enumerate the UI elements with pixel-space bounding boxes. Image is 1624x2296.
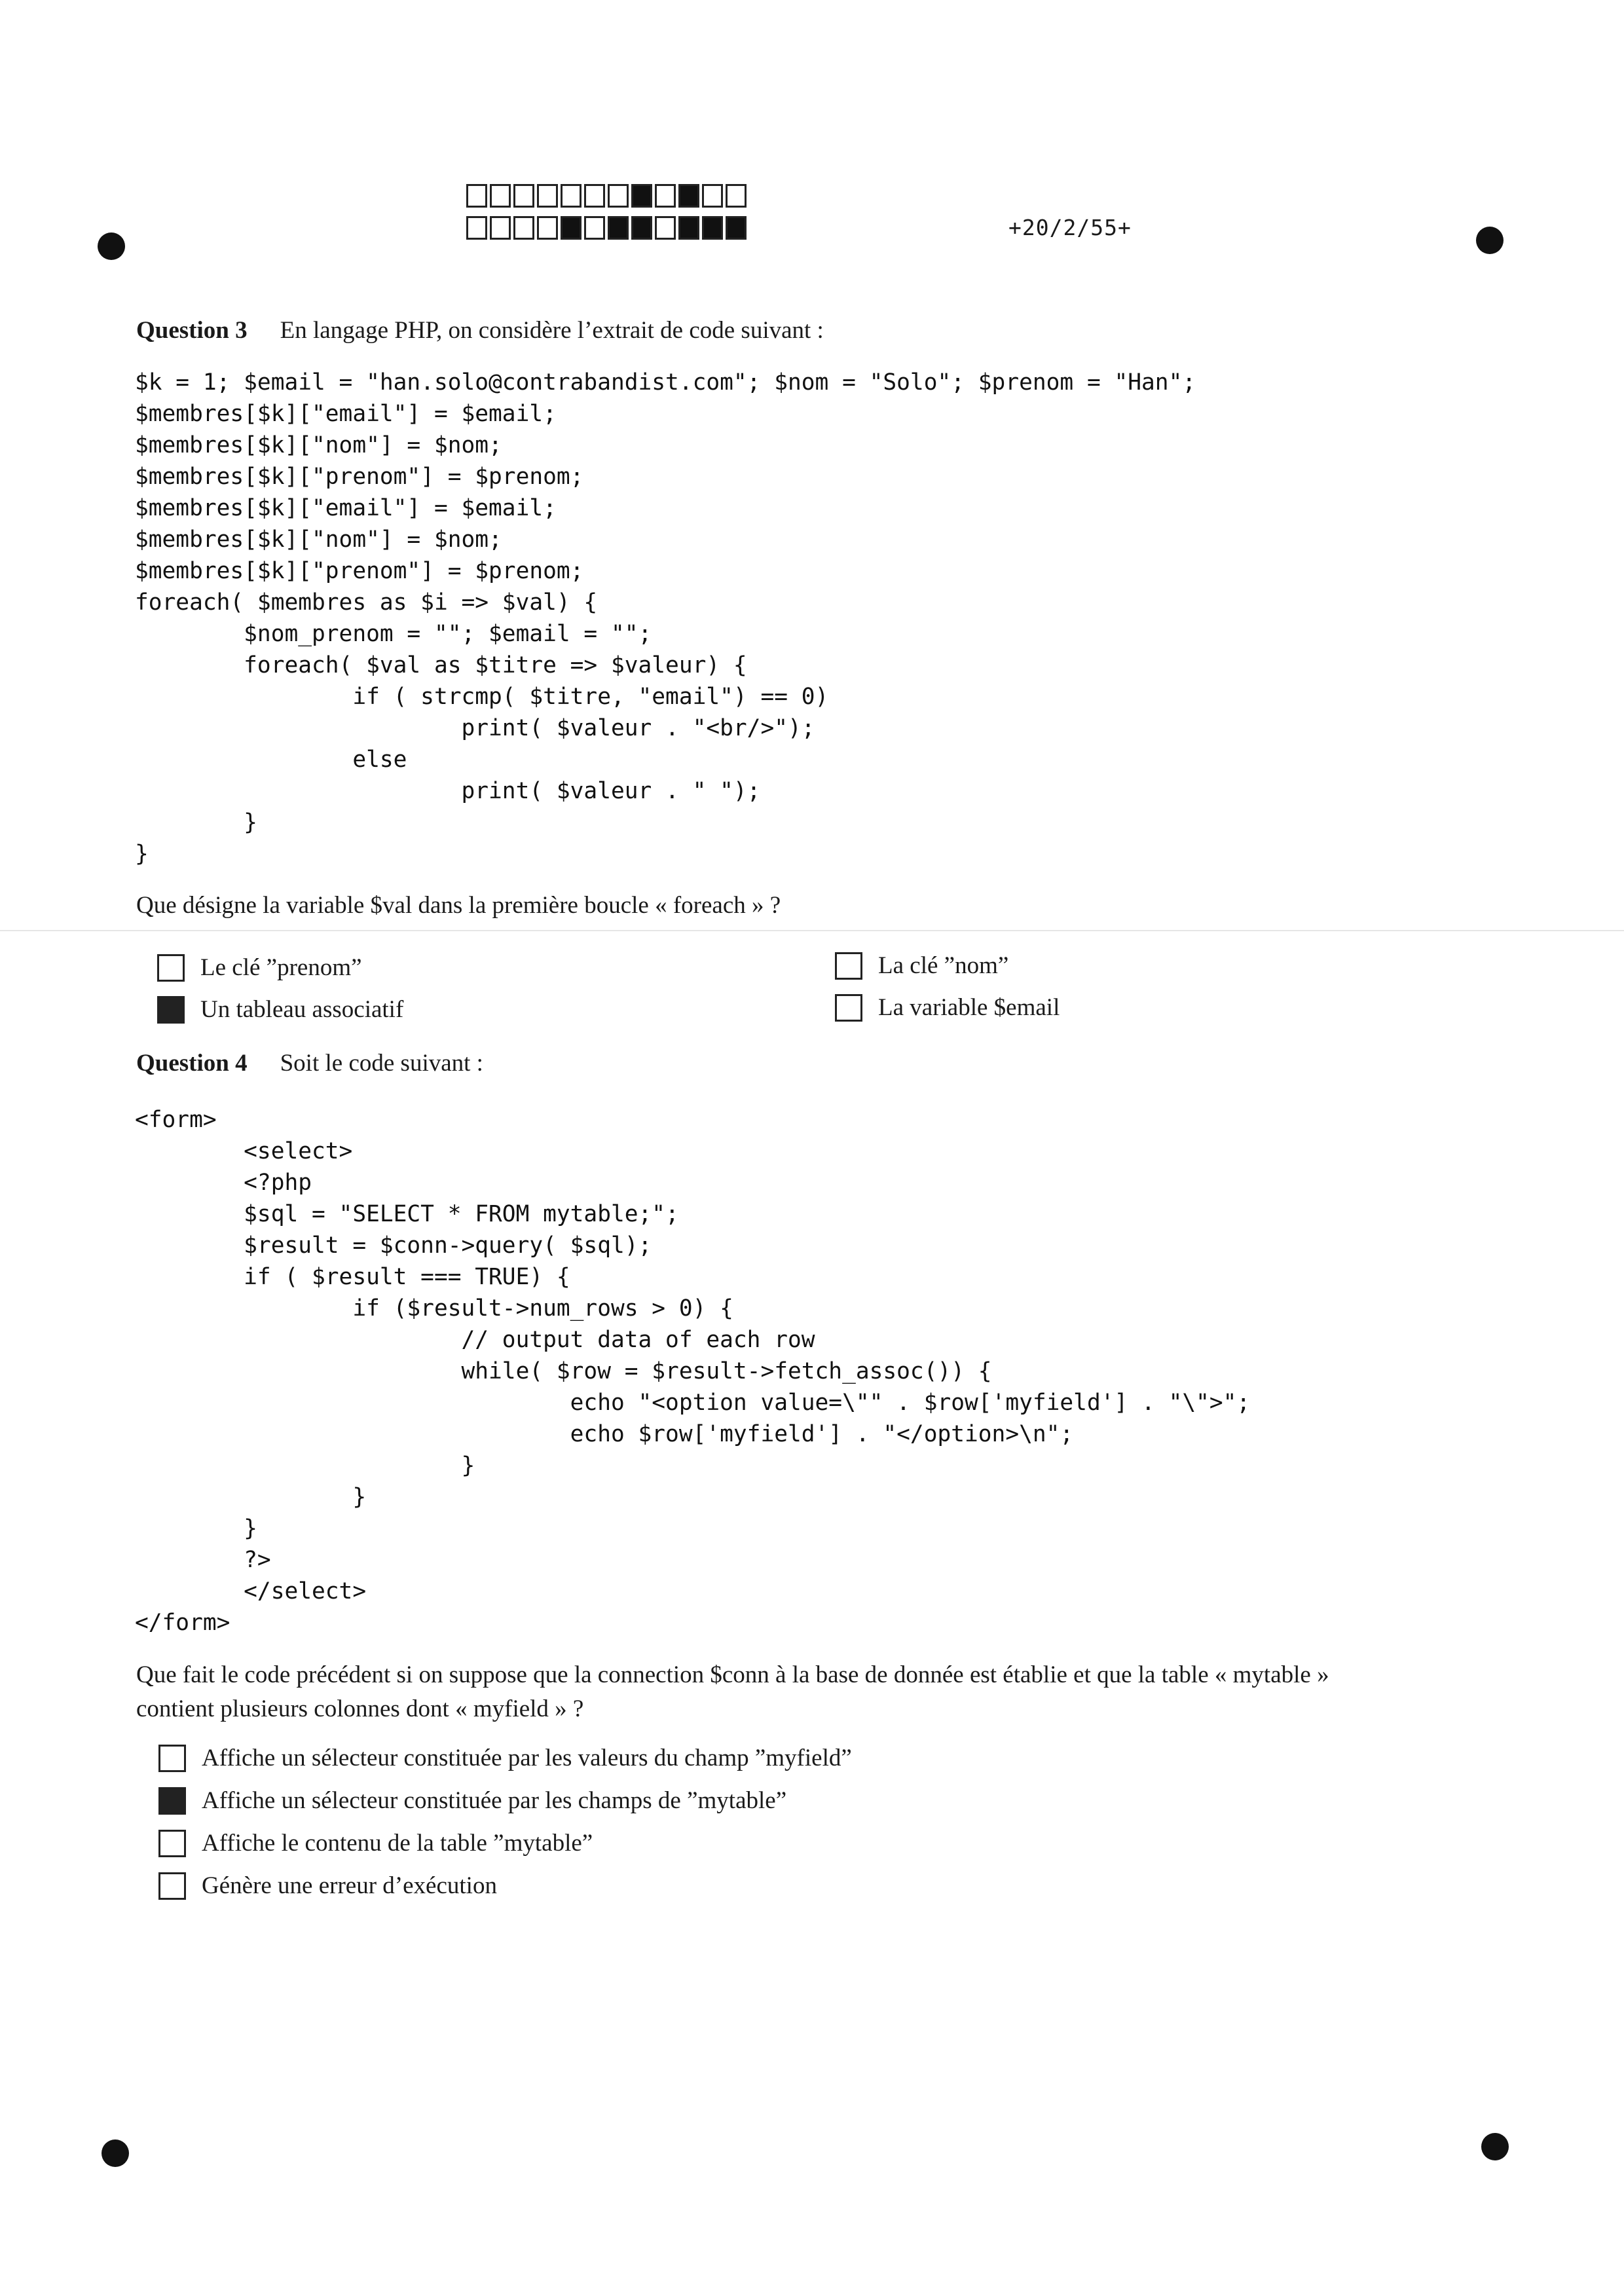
question-3-question: Que désigne la variable $val dans la première boucle « foreach » ? [136, 892, 781, 919]
q3-option-4[interactable] [835, 993, 1060, 1022]
question-3-label: Question 3 [136, 317, 248, 344]
q4-option-2[interactable] [158, 1787, 786, 1815]
id-grid-cell [490, 184, 511, 208]
id-grid-cell [702, 184, 723, 208]
question-4-header [136, 1049, 483, 1077]
id-grid-cell [561, 184, 581, 208]
q3-option-2-checkbox[interactable] [157, 996, 185, 1024]
id-grid-cell [608, 184, 629, 208]
id-grid-cell [513, 184, 534, 208]
q4-option-3[interactable] [158, 1829, 593, 1857]
registration-mark-bottom-left [101, 2139, 129, 2167]
q4-option-4-checkbox[interactable] [158, 1872, 186, 1900]
q4-option-4[interactable] [158, 1872, 497, 1900]
q4-option-1[interactable] [158, 1744, 852, 1772]
id-grid-cell [726, 216, 747, 240]
q4-option-2-label: Affiche un sélecteur constituée par les champs de ”mytable” [202, 1787, 787, 1814]
q3-option-1[interactable] [157, 954, 362, 982]
question-3-prompt: En langage PHP, on considère l’extrait de code suivant : [280, 317, 824, 344]
q3-option-2[interactable] [157, 995, 403, 1024]
scan-fold-line [0, 930, 1624, 931]
id-grid-row-1 [466, 184, 749, 208]
id-grid-cell [466, 184, 487, 208]
q3-option-4-checkbox[interactable] [835, 994, 862, 1022]
question-4-label: Question 4 [136, 1050, 248, 1077]
q4-option-4-label: Génère une erreur d’exécution [202, 1872, 497, 1899]
id-grid-cell [726, 184, 747, 208]
registration-mark-top-left [98, 232, 125, 260]
id-grid-cell [655, 216, 676, 240]
id-grid-cell [631, 216, 652, 240]
q4-option-1-label: Affiche un sélecteur constituée par les valeurs du champ ”myfield” [202, 1745, 852, 1771]
id-grid-cell [584, 216, 605, 240]
question-4-code: <form> <select> <?php $sql = "SELECT * FROM mytable;"; $result = $conn->query( $sql); if ( $result === TRUE) { if ($result->num_rows > 0) { // output data of each row while( $row = $result->fetch_assoc()) { echo "<option value=\"" . $row['myfield'] . "\">"; echo $row['myfield'] . "</option>\n"; } } } ?> </select> </form> [135, 1107, 1251, 1636]
question-4-question-line-2: contient plusieurs colonnes dont « myfield » ? [136, 1695, 584, 1722]
id-grid-cell [584, 184, 605, 208]
question-3-header [136, 316, 824, 344]
q3-option-3-label: La clé ”nom” [878, 952, 1009, 979]
id-grid-cell [537, 216, 558, 240]
q4-option-3-label: Affiche le contenu de la table ”mytable” [202, 1830, 593, 1857]
q4-option-3-checkbox[interactable] [158, 1830, 186, 1857]
id-grid-cell [678, 216, 699, 240]
id-grid-cell [702, 216, 723, 240]
id-grid-cell [513, 216, 534, 240]
registration-mark-bottom-right [1481, 2133, 1509, 2160]
id-grid-cell [466, 216, 487, 240]
registration-mark-top-right [1476, 227, 1504, 254]
q3-option-1-label: Le clé ”prenom” [200, 954, 362, 981]
id-grid-cell [537, 184, 558, 208]
q3-option-4-label: La variable $email [878, 994, 1060, 1021]
id-grid-cell [631, 184, 652, 208]
q4-option-2-checkbox[interactable] [158, 1787, 186, 1815]
question-3-code: $k = 1; $email = "han.solo@contrabandist.com"; $nom = "Solo"; $prenom = "Han"; $membres[$k]["email"] = $email; $membres[$k]["nom"] = $nom; $membres[$k]["prenom"] = $prenom; $membres[$k]["email"] = $email; $membres[$k]["nom"] = $nom; $membres[$k]["prenom"] = $prenom; foreach( $membres as $i => $val) { $nom_prenom = ""; $email = ""; foreach( $val as $titre => $valeur) { if ( strcmp( $titre, "email") == 0) print( $valeur . "<br/>"); else print( $valeur . " "); } } [135, 369, 1196, 867]
page-id: +20/2/55+ [1008, 215, 1132, 240]
id-grid-cell [678, 184, 699, 208]
question-4-prompt: Soit le code suivant : [280, 1050, 483, 1077]
q3-option-1-checkbox[interactable] [157, 954, 185, 982]
id-grid-cell [608, 216, 629, 240]
q3-option-2-label: Un tableau associatif [200, 996, 404, 1023]
q3-option-3-checkbox[interactable] [835, 952, 862, 980]
id-grid-row-2 [466, 216, 749, 240]
question-4-question-line-1: Que fait le code précédent si on suppose que la connection $conn à la base de donnée est établie et que la table « mytable » [136, 1661, 1329, 1688]
q4-option-1-checkbox[interactable] [158, 1745, 186, 1772]
id-grid-cell [561, 216, 581, 240]
id-grid-cell [655, 184, 676, 208]
q3-option-3[interactable] [835, 952, 1008, 980]
id-grid-cell [490, 216, 511, 240]
